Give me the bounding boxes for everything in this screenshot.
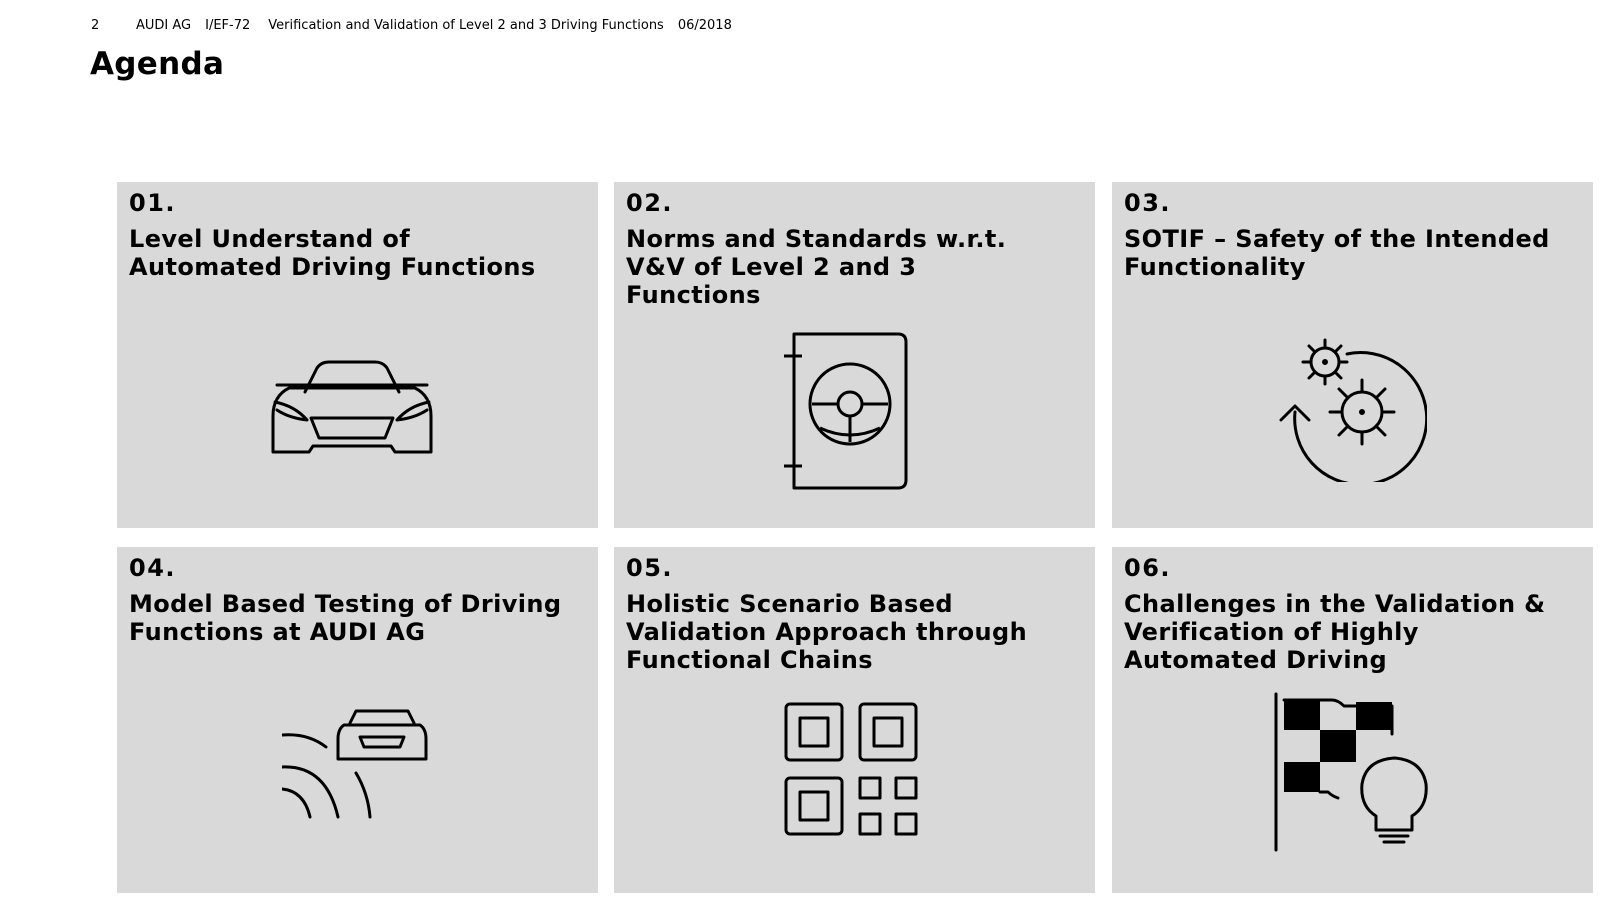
agenda-tile-04[interactable]	[117, 547, 598, 893]
header-company: AUDI AG	[136, 17, 192, 33]
agenda-tile-05[interactable]	[614, 547, 1095, 893]
agenda-tile-03[interactable]	[1112, 182, 1593, 528]
tile-number: 06.	[1124, 554, 1172, 582]
gears-cycle-icon	[1277, 332, 1427, 482]
steering-wheel-book-icon	[784, 332, 914, 492]
tile-number: 02.	[626, 189, 674, 217]
tile-title: Level Understand of Automated Driving Functions	[129, 225, 536, 281]
tile-title: Holistic Scenario Based Validation Approach through Functional Chains	[626, 590, 1028, 674]
agenda-tile-06[interactable]	[1112, 547, 1593, 893]
tile-title: SOTIF – Safety of the Intended Functionality	[1124, 225, 1550, 281]
tile-title: Norms and Standards w.r.t. V&V of Level 2 and 3 Functions	[626, 225, 1007, 309]
car-sensor-waves-icon	[282, 707, 432, 827]
agenda-tile-01[interactable]	[117, 182, 598, 528]
tile-title: Challenges in the Validation & Verification of Highly Automated Driving	[1124, 590, 1546, 674]
qr-code-icon	[784, 702, 924, 842]
tile-title: Model Based Testing of Driving Functions at AUDI AG	[129, 590, 562, 646]
tile-number: 03.	[1124, 189, 1172, 217]
agenda-tile-02[interactable]	[614, 182, 1095, 528]
header-department: I/EF-72	[205, 17, 251, 33]
tile-number: 04.	[129, 554, 177, 582]
page-number: 2	[91, 17, 100, 33]
checkered-flag-bulb-icon	[1272, 692, 1432, 852]
tile-number: 01.	[129, 189, 177, 217]
header-date: 06/2018	[677, 17, 732, 33]
header-presentation-title: Verification and Validation of Level 2 and 3 Driving Functions	[268, 17, 664, 33]
car-front-icon	[267, 360, 437, 470]
tile-number: 05.	[626, 554, 674, 582]
slide-header	[91, 17, 732, 33]
page-title: Agenda	[90, 46, 225, 82]
